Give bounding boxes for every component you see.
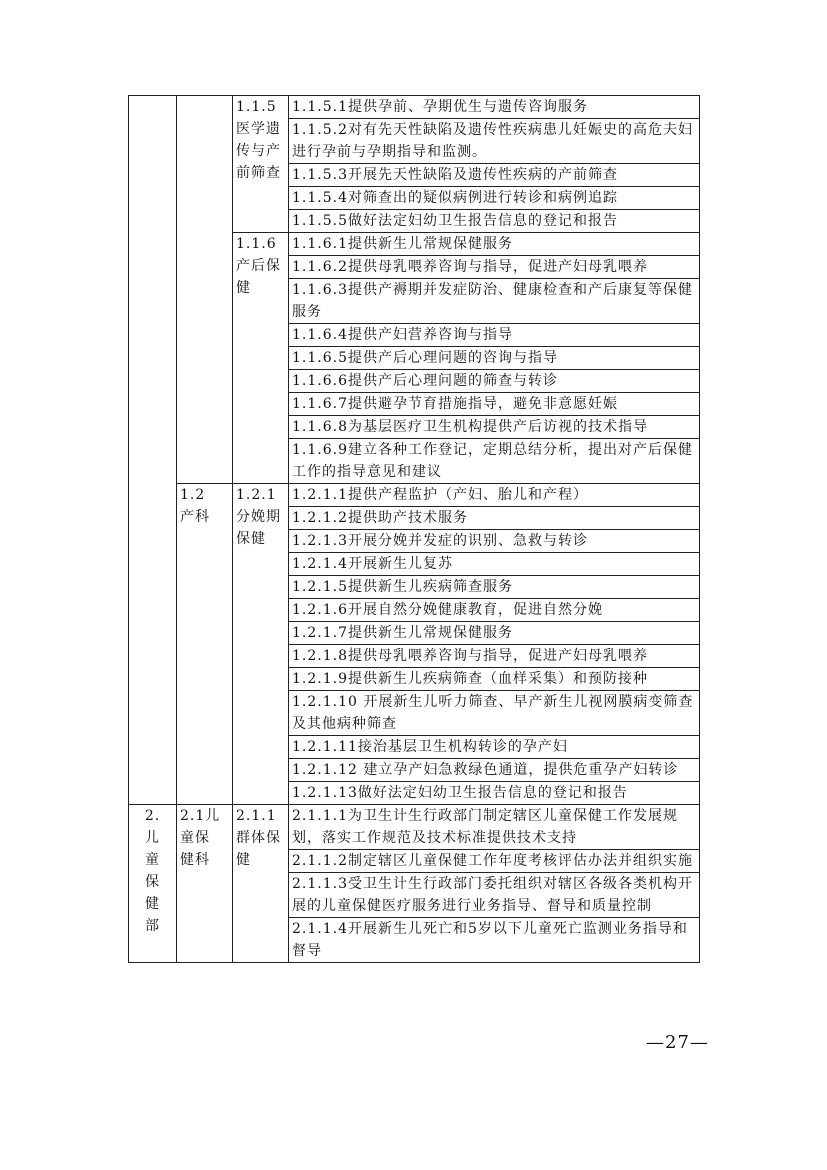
item-1-1-6-4: 1.1.6.4提供产妇营养咨询与指导 — [289, 324, 700, 347]
item-1-2-1-7: 1.2.1.7提供新生儿常规保健服务 — [289, 622, 700, 645]
item-1-2-1-9: 1.2.1.9提供新生儿疾病筛查（血样采集）和预防接种 — [289, 668, 700, 691]
item-2-1-1-3: 2.1.1.3受卫生计生行政部门委托组织对辖区各级各类机构开展的儿童保健医疗服务进行业务指导、督导和质量控制 — [289, 873, 700, 918]
item-1-1-5-4: 1.1.5.4对筛查出的疑似病例进行转诊和病例追踪 — [289, 187, 700, 210]
item-1-1-5-3: 1.1.5.3开展先天性缺陷及遗传性疾病的产前筛查 — [289, 164, 700, 187]
item-2-1-1-1: 2.1.1.1为卫生计生行政部门制定辖区儿童保健工作发展规划，落实工作规范及技术标准提供技术支持 — [289, 805, 700, 850]
item-1-1-6-5: 1.1.6.5提供产后心理问题的咨询与指导 — [289, 347, 700, 370]
item-1-2-1-6: 1.2.1.6开展自然分娩健康教育，促进自然分娩 — [289, 599, 700, 622]
item-1-1-5-5: 1.1.5.5做好法定妇幼卫生报告信息的登记和报告 — [289, 210, 700, 233]
dept-2: 2.儿童保健部 — [129, 805, 177, 963]
dept-cell-empty — [129, 96, 177, 805]
item-1-1-6-9: 1.1.6.9建立各种工作登记，定期总结分析，提出对产后保健工作的指导意见和建议 — [289, 439, 700, 484]
service-table — [128, 95, 700, 963]
item-1-1-6-1: 1.1.6.1提供新生儿常规保健服务 — [289, 233, 700, 256]
item-1-2-1-8: 1.2.1.8提供母乳喂养咨询与指导，促进产妇母乳喂养 — [289, 645, 700, 668]
group-2-1-1: 2.1.1群体保健 — [233, 805, 289, 963]
item-1-2-1-5: 1.2.1.5提供新生儿疾病筛查服务 — [289, 576, 700, 599]
item-1-1-5-2: 1.1.5.2对有先天性缺陷及遗传性疾病患儿妊娠史的高危夫妇进行孕前与孕期指导和监测。 — [289, 119, 700, 164]
group-1-1-6: 1.1.6产后保健 — [233, 233, 289, 484]
item-1-2-1-11: 1.2.1.11接治基层卫生机构转诊的孕产妇 — [289, 736, 700, 759]
item-1-2-1-2: 1.2.1.2提供助产技术服务 — [289, 507, 700, 530]
group-1-1-5: 1.1.5医学遗传与产前筛查 — [233, 96, 289, 233]
item-1-1-6-3: 1.1.6.3提供产褥期并发症防治、健康检查和产后康复等保健服务 — [289, 279, 700, 324]
item-1-2-1-4: 1.2.1.4开展新生儿复苏 — [289, 553, 700, 576]
page-number: —27— — [646, 1032, 709, 1053]
item-1-2-1-3: 1.2.1.3开展分娩并发症的识别、急救与转诊 — [289, 530, 700, 553]
item-2-1-1-2: 2.1.1.2制定辖区儿童保健工作年度考核评估办法并组织实施 — [289, 850, 700, 873]
item-1-1-6-8: 1.1.6.8为基层医疗卫生机构提供产后访视的技术指导 — [289, 416, 700, 439]
item-1-1-5-1: 1.1.5.1提供孕前、孕期优生与遗传咨询服务 — [289, 96, 700, 119]
group-1-2-1: 1.2.1分娩期保健 — [233, 484, 289, 805]
item-1-1-6-6: 1.1.6.6提供产后心理问题的筛查与转诊 — [289, 370, 700, 393]
item-1-1-6-7: 1.1.6.7提供避孕节育措施指导，避免非意愿妊娠 — [289, 393, 700, 416]
section-2-1: 2.1儿童保健科 — [177, 805, 233, 963]
section-1-2: 1.2产科 — [177, 484, 233, 805]
item-1-2-1-12: 1.2.1.12 建立孕产妇急救绿色通道，提供危重孕产妇转诊 — [289, 759, 700, 782]
item-1-2-1-1: 1.2.1.1提供产程监护（产妇、胎儿和产程） — [289, 484, 700, 507]
item-1-1-6-2: 1.1.6.2提供母乳喂养咨询与指导，促进产妇母乳喂养 — [289, 256, 700, 279]
item-1-2-1-10: 1.2.1.10 开展新生儿听力筛查、早产新生儿视网膜病变筛查及其他病种筛查 — [289, 691, 700, 736]
item-1-2-1-13: 1.2.1.13做好法定妇幼卫生报告信息的登记和报告 — [289, 782, 700, 805]
item-2-1-1-4: 2.1.1.4开展新生儿死亡和5岁以下儿童死亡监测业务指导和督导 — [289, 918, 700, 963]
section-cell-empty — [177, 96, 233, 484]
